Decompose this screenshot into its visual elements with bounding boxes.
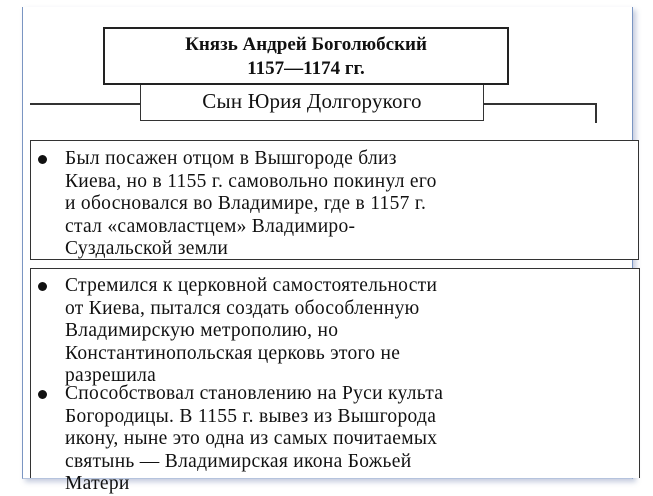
bullet-text-line: святынь — Владимирская икона Божьей xyxy=(65,450,412,472)
bullet-text-line: Владимирскую метрополию, но xyxy=(65,320,339,341)
bullet-item xyxy=(65,148,437,261)
bullet-text-line: Был посажен отцом в Вышгороде близ xyxy=(65,148,397,169)
info-panel-1 xyxy=(30,140,639,260)
bullet-text-line: Матери xyxy=(65,473,130,494)
bullet-text-line: Суздальской земли xyxy=(65,238,229,259)
connector-line-right-vertical xyxy=(595,103,597,123)
title-box xyxy=(103,27,509,85)
bullet-text-line: от Киева, пытался создать обособленную xyxy=(65,297,420,319)
bullet-icon xyxy=(38,155,47,164)
bullet-text-line: разрешила xyxy=(65,365,157,386)
bullet-item xyxy=(65,275,437,388)
bullet-text-line: Константинопольская церковь этого не xyxy=(65,342,401,364)
info-panel-2 xyxy=(30,268,640,494)
bullet-text-line: Богородицы. В 1155 г. вывез из Вышгорода xyxy=(65,405,437,427)
bullet-text-line: и обосновался во Владимире, где в 1157 г. xyxy=(65,193,427,214)
connector-line-left xyxy=(30,103,141,105)
bullet-text-line: икону, ныне это одна из самых почитаемых xyxy=(65,428,438,449)
bullet-text-line: стал «самовластцем» Владимиро- xyxy=(65,215,356,237)
title-name: Князь Андрей Боголюбский xyxy=(185,34,427,55)
subtitle-box xyxy=(140,84,484,121)
subtitle-text: Сын Юрия Долгорукого xyxy=(202,89,422,113)
bullet-text-line: Стремился к церковной самостоятельности xyxy=(65,275,438,296)
connector-line-right xyxy=(484,103,596,105)
bullet-text-line: Киева, но в 1155 г. самовольно покинул его xyxy=(65,170,437,192)
bullet-item xyxy=(65,383,443,496)
bullet-text-line: Способствовал становлению на Руси культа xyxy=(65,383,444,404)
bullet-icon xyxy=(38,390,47,399)
bullet-icon xyxy=(38,282,47,291)
title-years: 1157—1174 гг. xyxy=(247,58,365,79)
